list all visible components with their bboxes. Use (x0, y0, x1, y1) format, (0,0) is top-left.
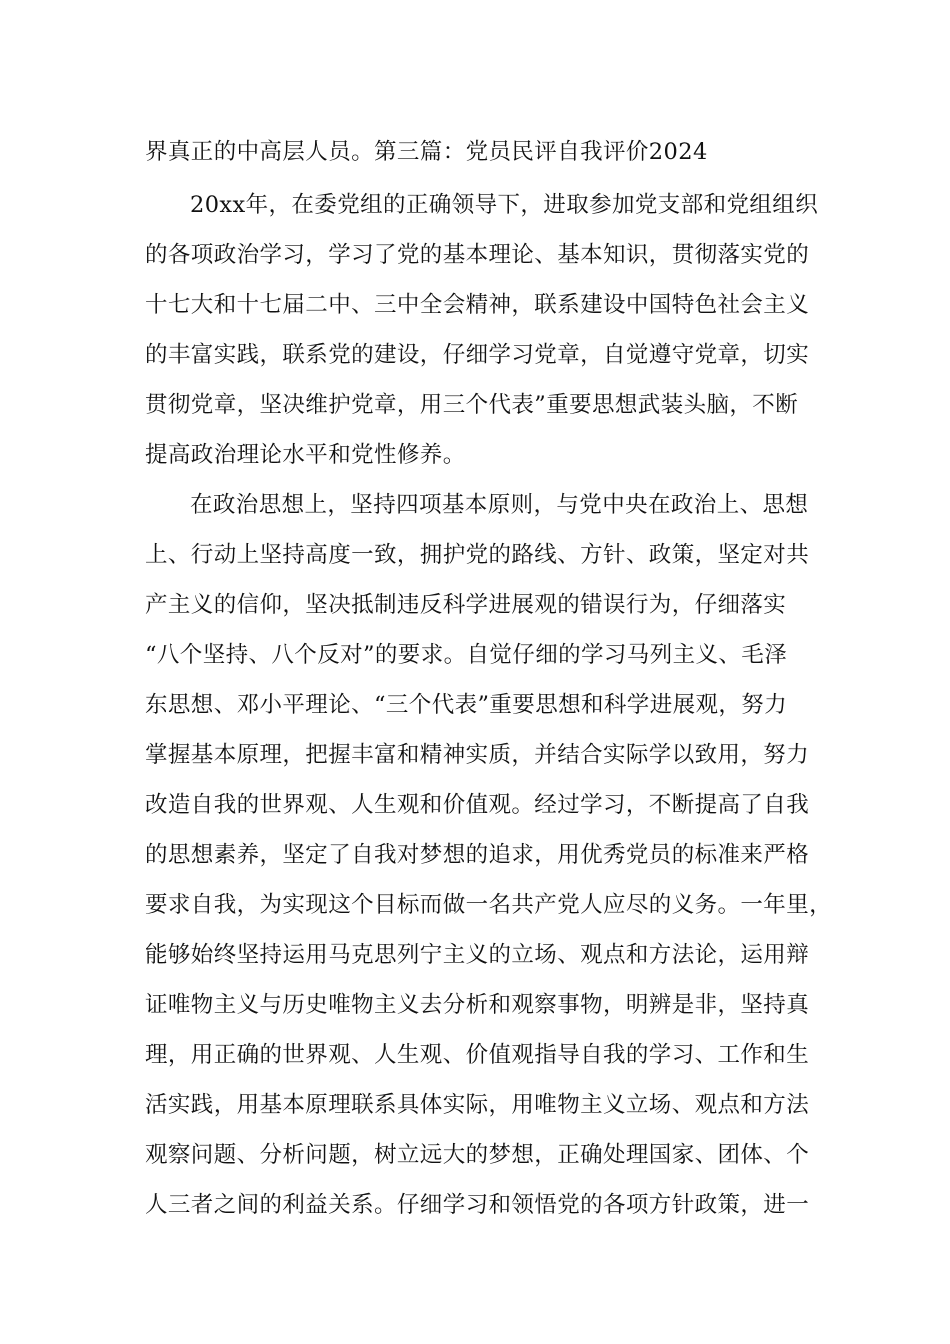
text-line: 界真正的中高层人员。第三篇：党员民评自我评价2024 (145, 139, 708, 165)
text-line: 改造自我的世界观、人生观和价值观。经过学习，不断提高了自我 (145, 792, 810, 818)
text-line: 理，用正确的世界观、人生观、价值观指导自我的学习、工作和生 (145, 1042, 810, 1068)
text-line: 东思想、邓小平理论、“三个代表”重要思想和科学进展观，努力 (145, 692, 788, 718)
text-line: 能够始终坚持运用马克思列宁主义的立场、观点和方法论，运用辩 (145, 942, 810, 968)
text-line: 观察问题、分析问题，树立远大的梦想，正确处理国家、团体、个 (145, 1142, 810, 1168)
text-line: 的丰富实践，联系党的建设，仔细学习党章，自觉遵守党章，切实 (145, 342, 810, 368)
paragraph-2-start: 在政治思想上，坚持四项基本原则，与党中央在政治上、思想 (190, 492, 809, 518)
text-line: 的各项政治学习，学习了党的基本理论、基本知识，贯彻落实党的 (145, 242, 810, 268)
text-line: 人三者之间的利益关系。仔细学习和领悟党的各项方针政策，进一 (145, 1192, 810, 1218)
text-line: 上、行动上坚持高度一致，拥护党的路线、方针、政策，坚定对共 (145, 542, 810, 568)
text-line: 掌握基本原理，把握丰富和精神实质，并结合实际学以致用，努力 (145, 742, 810, 768)
text-line: 提高政治理论水平和党性修养。 (145, 442, 466, 468)
text-line: 贯彻党章，坚决维护党章，用三个代表”重要思想武装头脑，不断 (145, 392, 799, 418)
text-line: 要求自我，为实现这个目标而做一名共产党人应尽的义务。一年里， (145, 892, 833, 918)
text-line: 的思想素养，坚定了自我对梦想的追求，用优秀党员的标准来严格 (145, 842, 810, 868)
text-line: 十七大和十七届二中、三中全会精神，联系建设中国特色社会主义 (145, 292, 810, 318)
paragraph-1-start: 20xx年，在委党组的正确领导下，进取参加党支部和党组组织 (190, 192, 819, 218)
text-line: 产主义的信仰，坚决抵制违反科学进展观的错误行为，仔细落实 (145, 592, 787, 618)
text-line: 活实践，用基本原理联系具体实际，用唯物主义立场、观点和方法 (145, 1092, 810, 1118)
text-line: 证唯物主义与历史唯物主义去分析和观察事物，明辨是非，坚持真 (145, 992, 810, 1018)
text-line: “八个坚持、八个反对”的要求。自觉仔细的学习马列主义、毛泽 (145, 642, 788, 668)
